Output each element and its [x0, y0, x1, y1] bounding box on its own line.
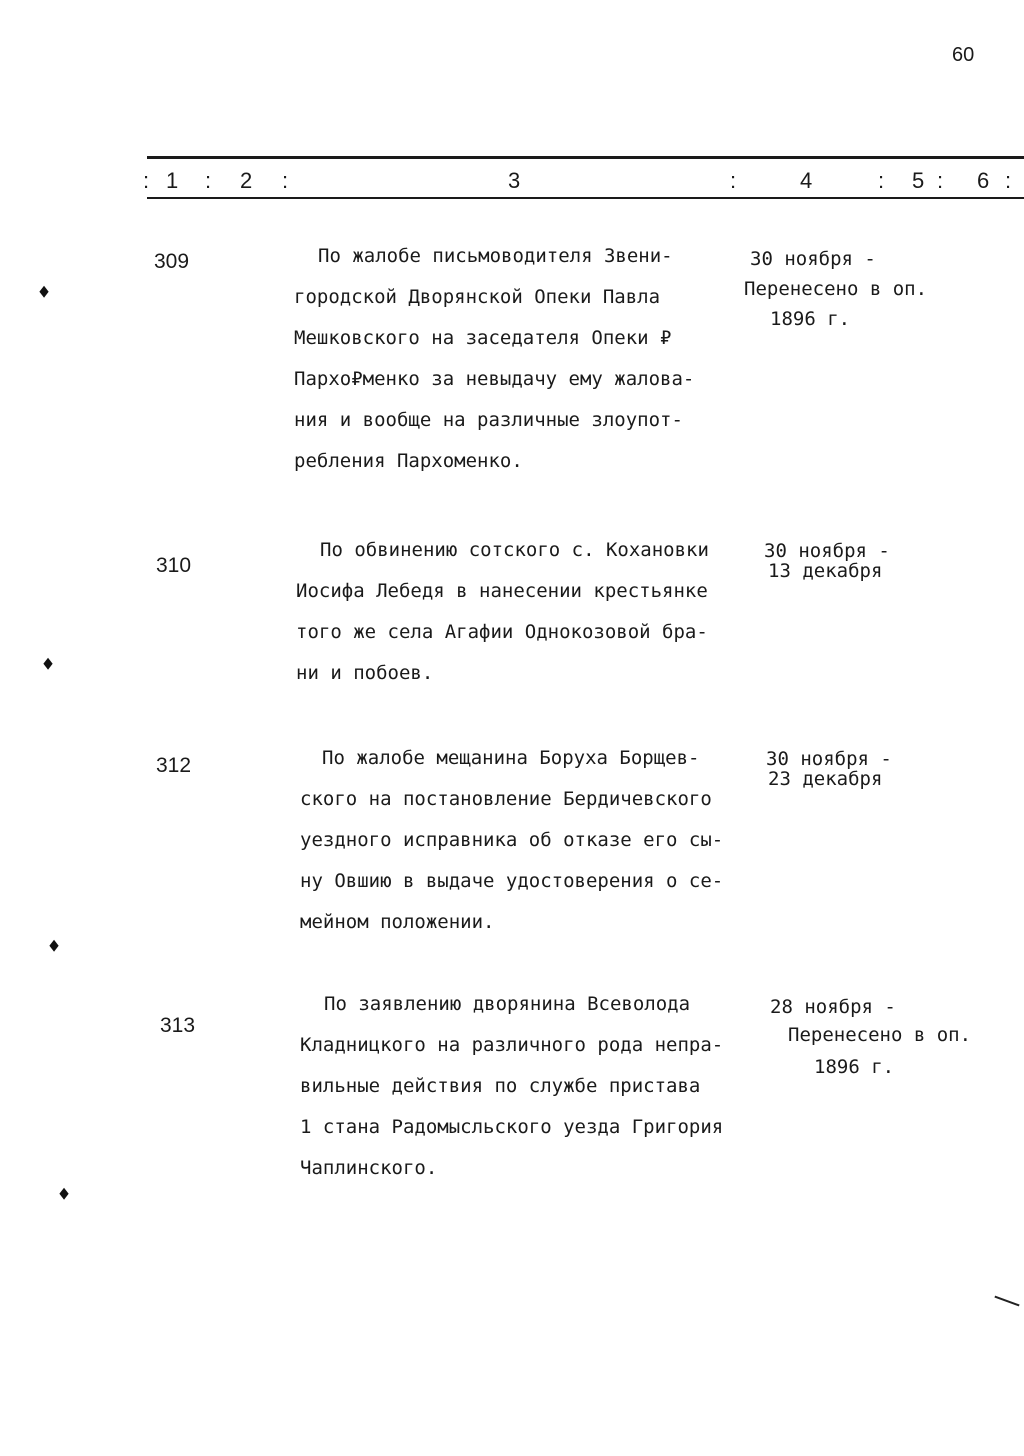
header-col-3: 3: [508, 168, 521, 193]
entry-date-year: 1896 г.: [814, 1056, 895, 1078]
entry-date: 30 ноября -: [766, 748, 892, 770]
entry-number: 310: [156, 554, 192, 577]
description-line: уездного исправника об отказе его сы-: [300, 829, 724, 851]
entry-number: 312: [156, 754, 192, 777]
entry-date-end: 13 декабря: [768, 560, 883, 582]
header-separator: :: [878, 168, 885, 193]
scan-artifact-mark: [994, 1296, 1019, 1307]
description-line: По заявлению дворянина Всеволода: [324, 993, 691, 1015]
description-line: По жалобе письмоводителя Звени-: [318, 245, 673, 267]
description-line: Чаплинского.: [300, 1157, 438, 1179]
header-separator: :: [1005, 168, 1012, 193]
header-col-5: 5: [912, 168, 925, 193]
description-line: мейном положении.: [300, 911, 495, 933]
header-separator: :: [282, 168, 289, 193]
description-line: ния и вообще на различные злоупот-: [294, 409, 683, 431]
description-line: вильные действия по службе пристава: [300, 1075, 701, 1097]
header-separator: :: [143, 168, 150, 193]
header-separator: :: [205, 168, 212, 193]
entry-description: [300, 984, 723, 1189]
entry-date: 30 ноября -: [764, 540, 890, 562]
entry-number: 309: [154, 250, 190, 273]
entry-date-end: 23 декабря: [768, 768, 883, 790]
description-line: Пархо₽менко за невыдачу ему жалова-: [294, 368, 695, 390]
entry-date-note: Перенесено в оп.: [744, 278, 928, 300]
table-header-top-rule: [147, 156, 1024, 159]
description-line: Иосифа Лебедя в нанесении крестьянке: [296, 580, 708, 602]
entry-description: [294, 236, 694, 482]
description-line: того же села Агафии Однокозовой бра-: [296, 621, 708, 643]
entry-date-note: Перенесено в оп.: [788, 1024, 972, 1046]
entry-description: [296, 530, 709, 694]
entry-date-year: 1896 г.: [770, 308, 851, 330]
binding-mark-icon: ♦: [38, 280, 51, 304]
entry-date: 28 ноября -: [770, 996, 896, 1018]
entry-date: 30 ноября -: [750, 248, 876, 270]
binding-mark-icon: ♦: [42, 652, 55, 676]
table-header-bottom-rule: [147, 197, 1024, 199]
description-line: ни и побоев.: [296, 662, 434, 684]
description-line: По жалобе мещанина Боруха Борщев-: [322, 747, 700, 769]
header-separator: :: [730, 168, 737, 193]
binding-mark-icon: ♦: [58, 1182, 71, 1206]
description-line: ну Овшию в выдаче удостоверения о се-: [300, 870, 724, 892]
header-separator: :: [937, 168, 944, 193]
description-line: Кладницкого на различного рода непра-: [300, 1034, 724, 1056]
binding-mark-icon: ♦: [48, 934, 61, 958]
description-line: ребления Пархоменко.: [294, 450, 523, 472]
header-col-4: 4: [800, 168, 813, 193]
page-number: 60: [952, 44, 975, 66]
entry-number: 313: [160, 1014, 196, 1037]
description-line: ского на постановление Бердичевского: [300, 788, 712, 810]
header-col-6: 6: [977, 168, 990, 193]
entry-description: [300, 738, 723, 943]
description-line: По обвинению сотского с. Кохановки: [320, 539, 709, 561]
description-line: Мешковского на заседателя Опеки ₽: [294, 327, 672, 349]
description-line: 1 стана Радомысльского уезда Григория: [300, 1116, 724, 1138]
header-col-2: 2: [240, 168, 253, 193]
header-col-1: 1: [166, 168, 179, 193]
description-line: городской Дворянской Опеки Павла: [294, 286, 661, 308]
